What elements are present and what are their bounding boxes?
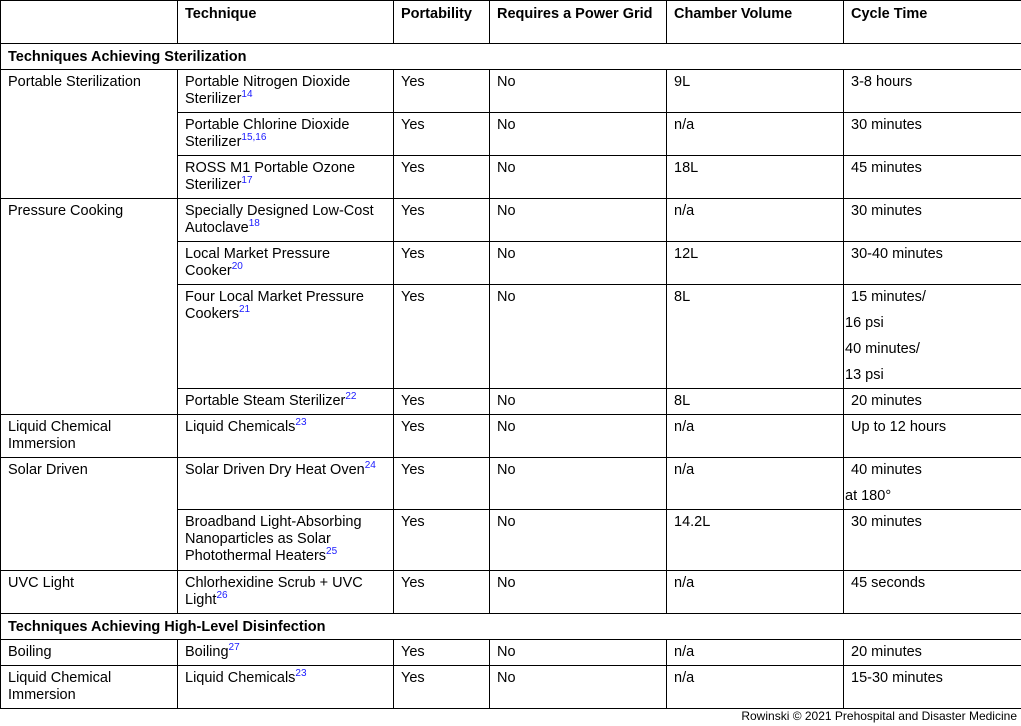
- header-technique: Technique: [178, 1, 394, 44]
- power-grid-cell: No: [490, 666, 667, 709]
- cycle-time-line: 40 minutes: [851, 462, 922, 478]
- cycle-time-cell: [844, 458, 1021, 510]
- header-row: [1, 1, 1021, 44]
- chamber-volume-cell: n/a: [667, 113, 844, 156]
- reference-link[interactable]: 24: [364, 460, 376, 472]
- table-row: [1, 199, 1021, 242]
- table-row: [1, 70, 1021, 113]
- cycle-time-cell: 15-30 minutes: [844, 666, 1021, 709]
- category-cell: Portable Sterilization: [1, 70, 178, 199]
- reference-link[interactable]: 17: [241, 175, 253, 187]
- technique-name: Liquid Chemicals: [185, 670, 296, 686]
- technique-cell: [178, 242, 394, 285]
- reference-link[interactable]: 14: [241, 89, 253, 101]
- portability-cell: Yes: [394, 70, 490, 113]
- technique-cell: [178, 571, 394, 614]
- power-grid-cell: No: [490, 458, 667, 510]
- technique-cell: [178, 415, 394, 458]
- technique-name: Portable Steam Sterilizer: [185, 393, 346, 409]
- portability-cell: Yes: [394, 113, 490, 156]
- portability-cell: Yes: [394, 640, 490, 666]
- power-grid-cell: No: [490, 415, 667, 458]
- reference-link[interactable]: 27: [228, 642, 240, 654]
- technique-cell: [178, 458, 394, 510]
- power-grid-cell: No: [490, 242, 667, 285]
- section-row: [1, 614, 1021, 640]
- category-cell: Pressure Cooking: [1, 199, 178, 415]
- technique-name: Portable Chlorine Dioxide Sterilizer: [185, 117, 350, 150]
- cycle-time-cell: 45 minutes: [844, 156, 1021, 199]
- portability-cell: Yes: [394, 571, 490, 614]
- portability-cell: Yes: [394, 242, 490, 285]
- technique-cell: [178, 389, 394, 415]
- technique-name: Boiling: [185, 644, 229, 660]
- reference-link[interactable]: 25: [326, 546, 338, 558]
- cycle-time-cell: 20 minutes: [844, 640, 1021, 666]
- header-portability: Portability: [394, 1, 490, 44]
- power-grid-cell: No: [490, 389, 667, 415]
- technique-cell: [178, 640, 394, 666]
- technique-name: Chlorhexidine Scrub + UVC Light: [185, 575, 363, 608]
- power-grid-cell: No: [490, 571, 667, 614]
- cycle-time-cell: 30-40 minutes: [844, 242, 1021, 285]
- technique-name: Portable Nitrogen Dioxide Sterilizer: [185, 74, 351, 107]
- cycle-time-line: 15 minutes/: [851, 289, 926, 305]
- power-grid-cell: No: [490, 199, 667, 242]
- technique-cell: [178, 666, 394, 709]
- category-cell: UVC Light: [1, 571, 178, 614]
- chamber-volume-cell: 9L: [667, 70, 844, 113]
- cycle-time-cell: [844, 285, 1021, 389]
- portability-cell: Yes: [394, 285, 490, 389]
- chamber-volume-cell: n/a: [667, 415, 844, 458]
- table-row: [1, 666, 1021, 709]
- cycle-time-cell: 30 minutes: [844, 510, 1021, 571]
- portability-cell: Yes: [394, 156, 490, 199]
- chamber-volume-cell: 8L: [667, 285, 844, 389]
- reference-link[interactable]: 21: [239, 304, 251, 316]
- chamber-volume-cell: n/a: [667, 199, 844, 242]
- portability-cell: Yes: [394, 389, 490, 415]
- portability-cell: Yes: [394, 415, 490, 458]
- cycle-time-cell: 20 minutes: [844, 389, 1021, 415]
- portability-cell: Yes: [394, 458, 490, 510]
- power-grid-cell: No: [490, 70, 667, 113]
- chamber-volume-cell: 18L: [667, 156, 844, 199]
- chamber-volume-cell: 14.2L: [667, 510, 844, 571]
- technique-cell: [178, 113, 394, 156]
- cycle-time-cell: 30 minutes: [844, 199, 1021, 242]
- chamber-volume-cell: n/a: [667, 458, 844, 510]
- technique-cell: [178, 70, 394, 113]
- header-cycle-time: Cycle Time: [844, 1, 1021, 44]
- table-row: [1, 640, 1021, 666]
- portability-cell: Yes: [394, 510, 490, 571]
- reference-link[interactable]: 15,16: [241, 132, 267, 144]
- cycle-time-line: 40 minutes/: [845, 341, 920, 357]
- cycle-time-cell: 3-8 hours: [844, 70, 1021, 113]
- reference-link[interactable]: 23: [295, 668, 307, 680]
- portability-cell: Yes: [394, 199, 490, 242]
- category-cell: Solar Driven: [1, 458, 178, 571]
- power-grid-cell: No: [490, 156, 667, 199]
- chamber-volume-cell: 8L: [667, 389, 844, 415]
- section-row: [1, 44, 1021, 70]
- chamber-volume-cell: n/a: [667, 666, 844, 709]
- power-grid-cell: No: [490, 510, 667, 571]
- technique-name: Specially Designed Low-Cost Autoclave: [185, 203, 374, 236]
- reference-link[interactable]: 23: [295, 417, 307, 429]
- technique-cell: [178, 156, 394, 199]
- cycle-time-line: 16 psi: [845, 315, 884, 331]
- cycle-time-line: 13 psi: [845, 367, 884, 383]
- technique-cell: [178, 285, 394, 389]
- cycle-time-cell: 45 seconds: [844, 571, 1021, 614]
- power-grid-cell: No: [490, 640, 667, 666]
- cycle-time-cell: 30 minutes: [844, 113, 1021, 156]
- technique-cell: [178, 199, 394, 242]
- table-row: [1, 415, 1021, 458]
- technique-name: ROSS M1 Portable Ozone Sterilizer: [185, 160, 356, 193]
- category-cell: Liquid Chemical Immersion: [1, 666, 178, 709]
- table-row: [1, 458, 1021, 510]
- section-title-sterilization: Techniques Achieving Sterilization: [1, 44, 1021, 70]
- technique-cell: [178, 510, 394, 571]
- technique-name: Broadband Light-Absorbing Nanoparticles as Solar Photothermal Heaters: [185, 514, 362, 564]
- reference-link[interactable]: 26: [216, 590, 228, 602]
- category-cell: Boiling: [1, 640, 178, 666]
- reference-link[interactable]: 20: [231, 261, 243, 273]
- technique-name: Four Local Market Pressure Cookers: [185, 289, 364, 322]
- category-cell: Liquid Chemical Immersion: [1, 415, 178, 458]
- section-title-disinfection: Techniques Achieving High-Level Disinfection: [1, 614, 1021, 640]
- power-grid-cell: No: [490, 285, 667, 389]
- header-category: [1, 1, 178, 44]
- header-chamber-volume: Chamber Volume: [667, 1, 844, 44]
- reference-link[interactable]: 22: [345, 391, 357, 403]
- chamber-volume-cell: n/a: [667, 640, 844, 666]
- portability-cell: Yes: [394, 666, 490, 709]
- header-power-grid: Requires a Power Grid: [490, 1, 667, 44]
- copyright-footer: Rowinski © 2021 Prehospital and Disaster Medicine: [741, 709, 1017, 723]
- power-grid-cell: No: [490, 113, 667, 156]
- technique-name: Local Market Pressure Cooker: [185, 246, 331, 279]
- table-row: [1, 571, 1021, 614]
- technique-name: Liquid Chemicals: [185, 419, 296, 435]
- technique-name: Solar Driven Dry Heat Oven: [185, 462, 365, 478]
- chamber-volume-cell: n/a: [667, 571, 844, 614]
- cycle-time-cell: Up to 12 hours: [844, 415, 1021, 458]
- cycle-time-line: at 180°: [845, 488, 892, 504]
- chamber-volume-cell: 12L: [667, 242, 844, 285]
- reference-link[interactable]: 18: [248, 218, 260, 230]
